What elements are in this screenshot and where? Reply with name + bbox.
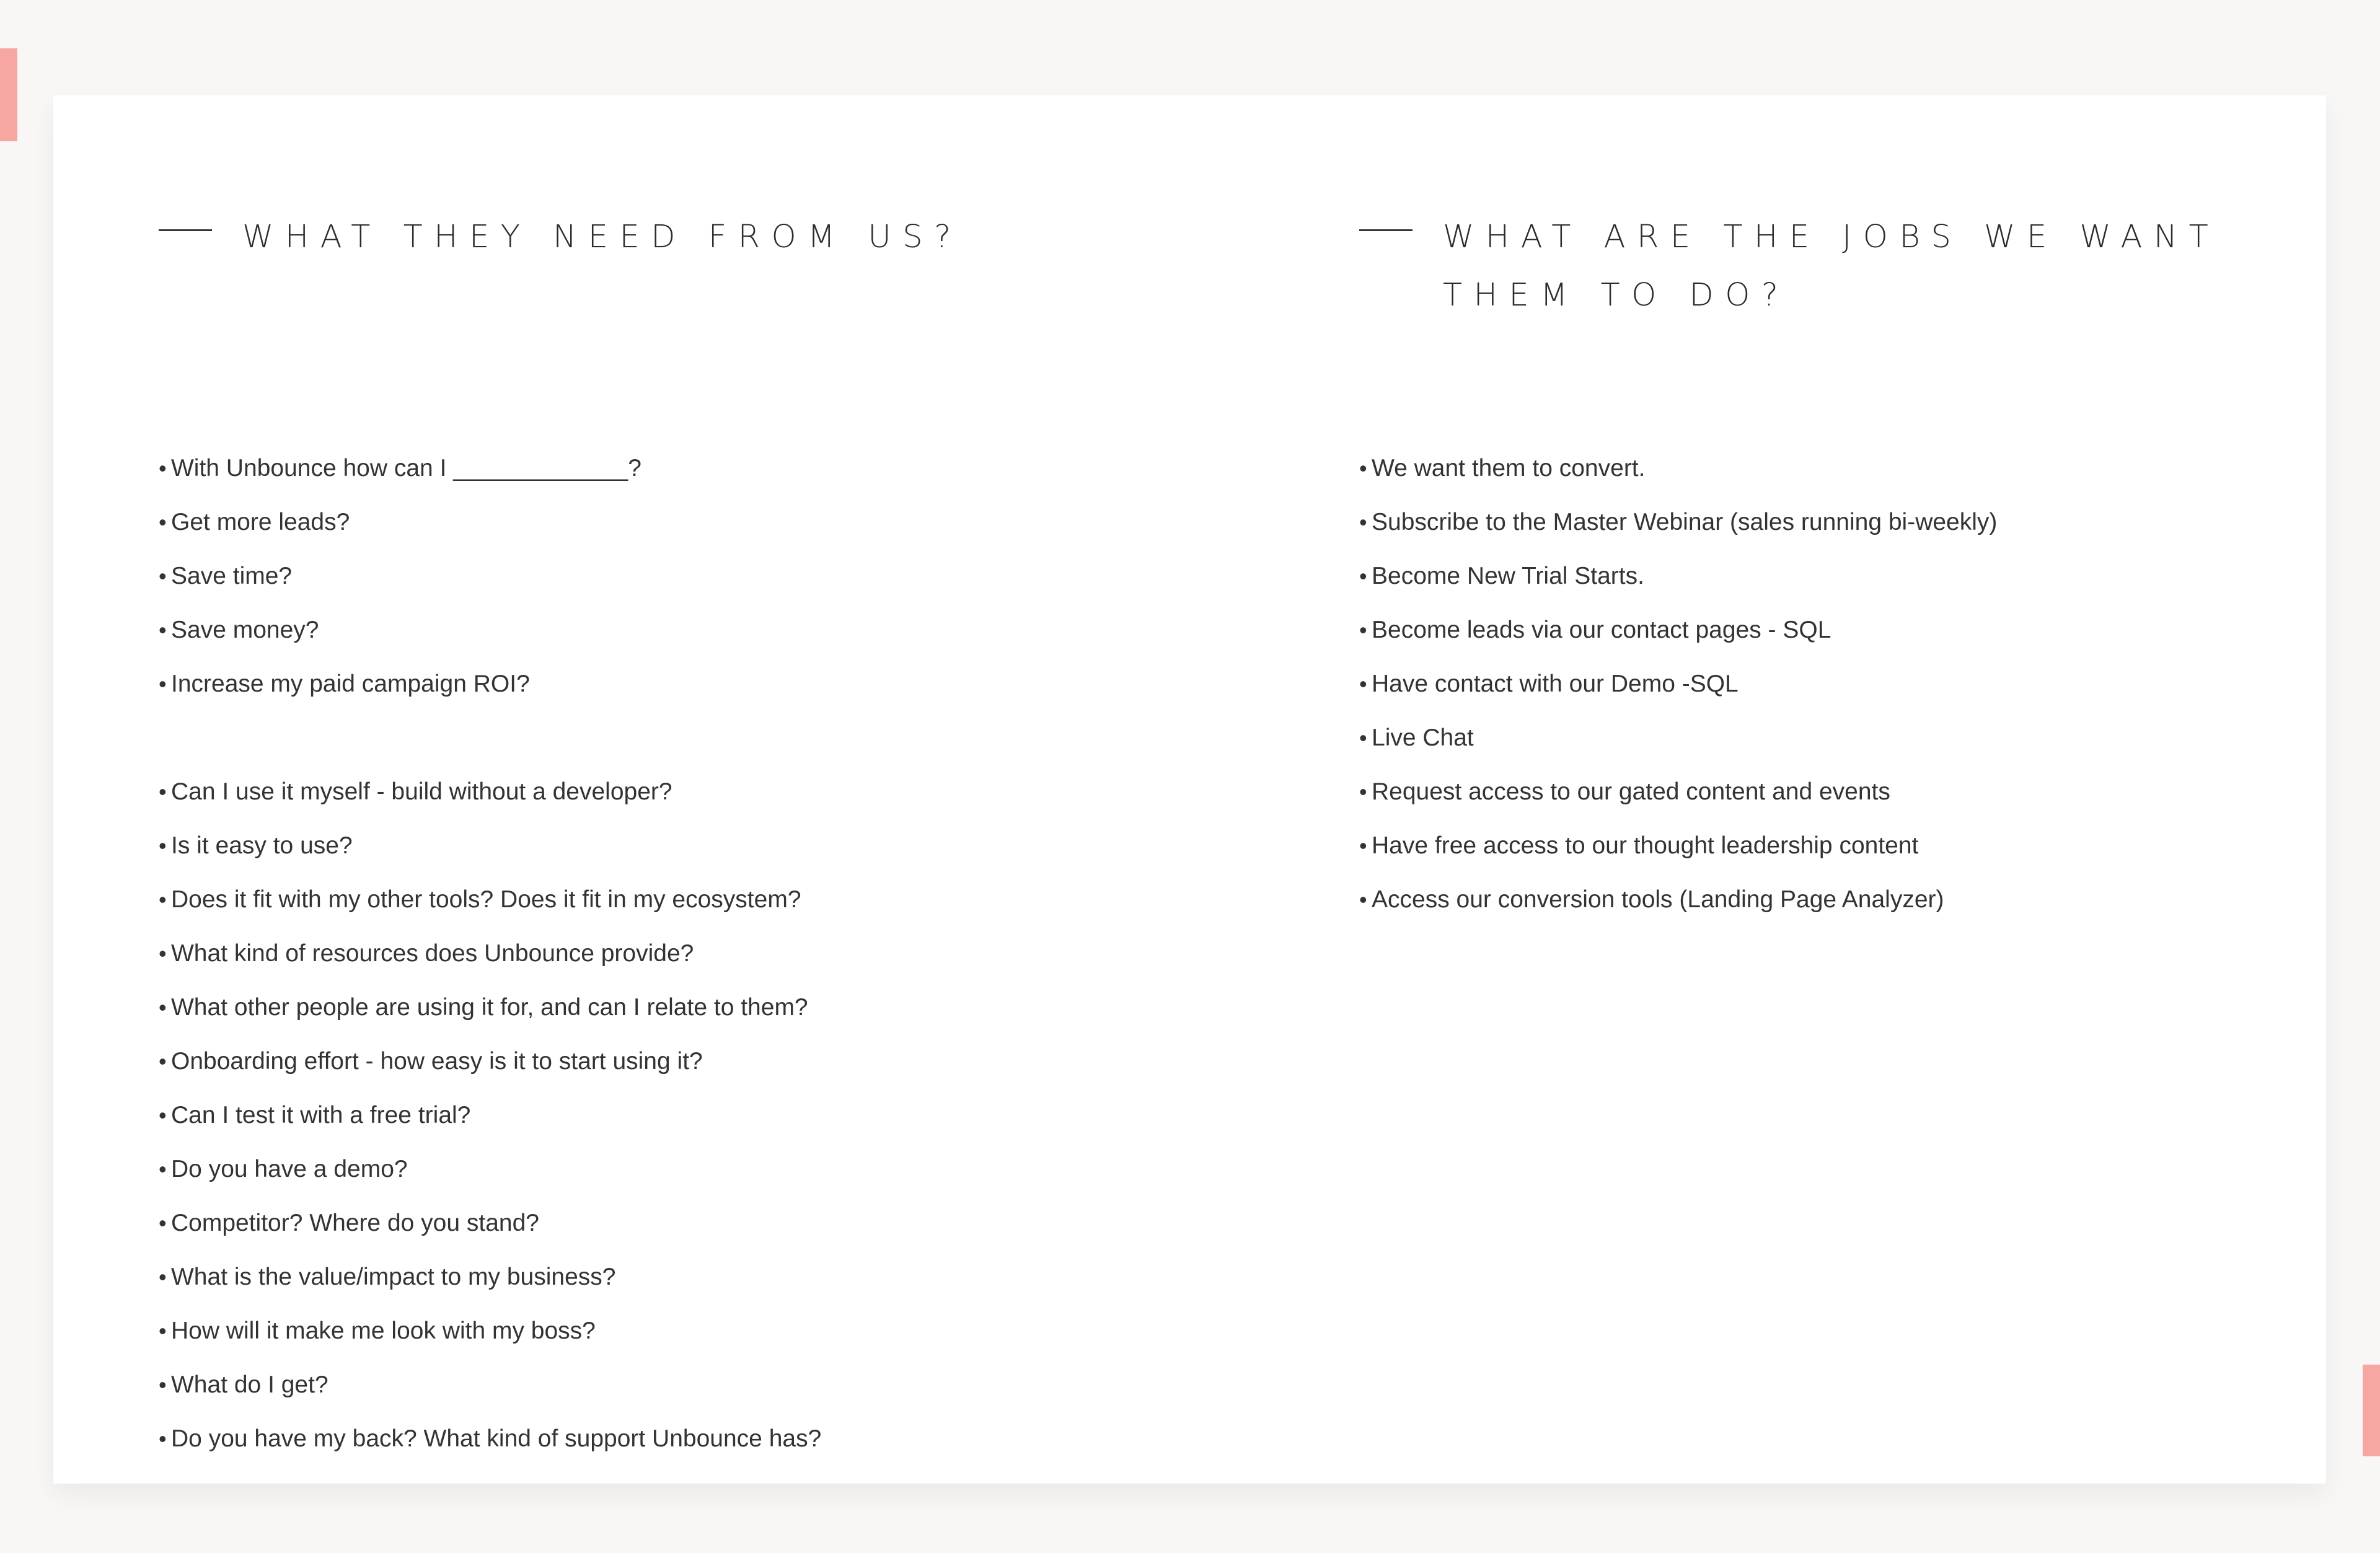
list-item-text: Save money? <box>171 617 319 643</box>
bullet-icon: • <box>159 1372 167 1397</box>
bullet-icon: • <box>159 1318 167 1344</box>
list-item <box>159 1097 1181 1151</box>
list-item <box>1359 827 2380 881</box>
bullet-icon: • <box>159 509 167 535</box>
list-item <box>159 881 1181 935</box>
bullet-icon: • <box>159 1049 167 1074</box>
content-card <box>53 95 2326 1484</box>
list-item <box>159 1043 1181 1097</box>
list-item <box>159 450 1181 504</box>
bullet-icon: • <box>1359 779 1367 804</box>
list-item-text: What other people are using it for, and can I relate to them? <box>171 994 808 1021</box>
bullet-icon: • <box>159 455 167 481</box>
list-item-text: What is the value/impact to my business? <box>171 1264 616 1290</box>
bullet-icon: • <box>159 1426 167 1451</box>
list-item <box>159 989 1181 1043</box>
heading-rule <box>159 229 212 231</box>
bullet-icon: • <box>159 887 167 912</box>
jobs-list <box>1359 450 2380 935</box>
list-item <box>1359 612 2380 666</box>
list-item <box>159 1259 1181 1313</box>
bullet-icon: • <box>159 995 167 1020</box>
bullet-icon: • <box>1359 617 1367 643</box>
list-item-text: We want them to convert. <box>1372 455 1646 482</box>
list-item-text: Access our conversion tools (Landing Page Analyzer) <box>1372 886 1944 913</box>
accent-bar-left <box>0 48 17 141</box>
bullet-icon: • <box>159 617 167 643</box>
bullet-icon: • <box>159 833 167 858</box>
bullet-icon: • <box>159 779 167 804</box>
list-item-text: Subscribe to the Master Webinar (sales running bi-weekly) <box>1372 509 1998 535</box>
bullet-icon: • <box>1359 509 1367 535</box>
list-item <box>1359 504 2380 558</box>
bullet-icon: • <box>159 563 167 589</box>
list-item <box>159 558 1181 612</box>
bullet-icon: • <box>159 1210 167 1236</box>
list-item <box>1359 450 2380 504</box>
heading-rule <box>1359 229 1413 231</box>
bullet-icon: • <box>1359 455 1367 481</box>
list-item-text: Have free access to our thought leadership content <box>1372 832 1919 859</box>
list-spacer <box>159 719 1181 773</box>
list-item-text: Can I test it with a free trial? <box>171 1102 471 1128</box>
list-item <box>1359 719 2380 773</box>
bullet-icon: • <box>1359 671 1367 697</box>
list-item <box>159 1366 1181 1420</box>
list-item <box>159 666 1181 719</box>
list-item-text: Live Chat <box>1372 724 1474 751</box>
list-item <box>159 1420 1181 1474</box>
list-item-text: Request access to our gated content and events <box>1372 778 1890 805</box>
list-item-text: Can I use it myself - build without a developer? <box>171 778 672 805</box>
bullet-icon: • <box>159 1264 167 1290</box>
accent-bar-right <box>2363 1365 2380 1456</box>
list-item <box>159 827 1181 881</box>
list-item <box>1359 881 2380 935</box>
bullet-icon: • <box>159 671 167 697</box>
list-item <box>159 1313 1181 1366</box>
list-item-text: Have contact with our Demo -SQL <box>1372 671 1739 697</box>
list-item-text: Do you have my back? What kind of support Unbounce has? <box>171 1425 822 1452</box>
list-item-text: With Unbounce how can I _____________? <box>171 455 641 482</box>
list-item <box>159 773 1181 827</box>
list-item-text: Onboarding effort - how easy is it to start using it? <box>171 1048 703 1075</box>
bullet-icon: • <box>159 1156 167 1182</box>
list-item-text: Is it easy to use? <box>171 832 353 859</box>
list-item-text: Does it fit with my other tools? Does it fit in my ecosystem? <box>171 886 801 913</box>
list-item-text: Competitor? Where do you stand? <box>171 1210 539 1236</box>
bullet-icon: • <box>1359 833 1367 858</box>
list-item <box>159 1151 1181 1205</box>
list-item <box>159 504 1181 558</box>
bullet-icon: • <box>159 941 167 966</box>
bullet-icon: • <box>1359 563 1367 589</box>
list-item-text: Become New Trial Starts. <box>1372 563 1644 589</box>
bullet-icon: • <box>159 1102 167 1128</box>
needs-heading: WHAT THEY NEED FROM US? <box>242 219 963 255</box>
list-item-text: What kind of resources does Unbounce provide? <box>171 940 694 967</box>
list-item <box>159 1205 1181 1259</box>
list-item-text: What do I get? <box>171 1371 328 1398</box>
list-item <box>1359 666 2380 719</box>
jobs-heading: WHAT ARE THE JOBS WE WANT THEM TO DO? <box>1443 219 2220 314</box>
needs-list <box>159 450 1181 1474</box>
list-item-text: Increase my paid campaign ROI? <box>171 671 530 697</box>
list-item <box>1359 558 2380 612</box>
list-item-text: Become leads via our contact pages - SQL <box>1372 617 1831 643</box>
list-item <box>1359 773 2380 827</box>
bullet-icon: • <box>1359 725 1367 750</box>
list-item-text: Get more leads? <box>171 509 350 535</box>
list-item-text: How will it make me look with my boss? <box>171 1318 596 1344</box>
list-item-text: Do you have a demo? <box>171 1156 408 1182</box>
list-item <box>159 612 1181 666</box>
bullet-icon: • <box>1359 887 1367 912</box>
list-item-text: Save time? <box>171 563 293 589</box>
list-item <box>159 935 1181 989</box>
